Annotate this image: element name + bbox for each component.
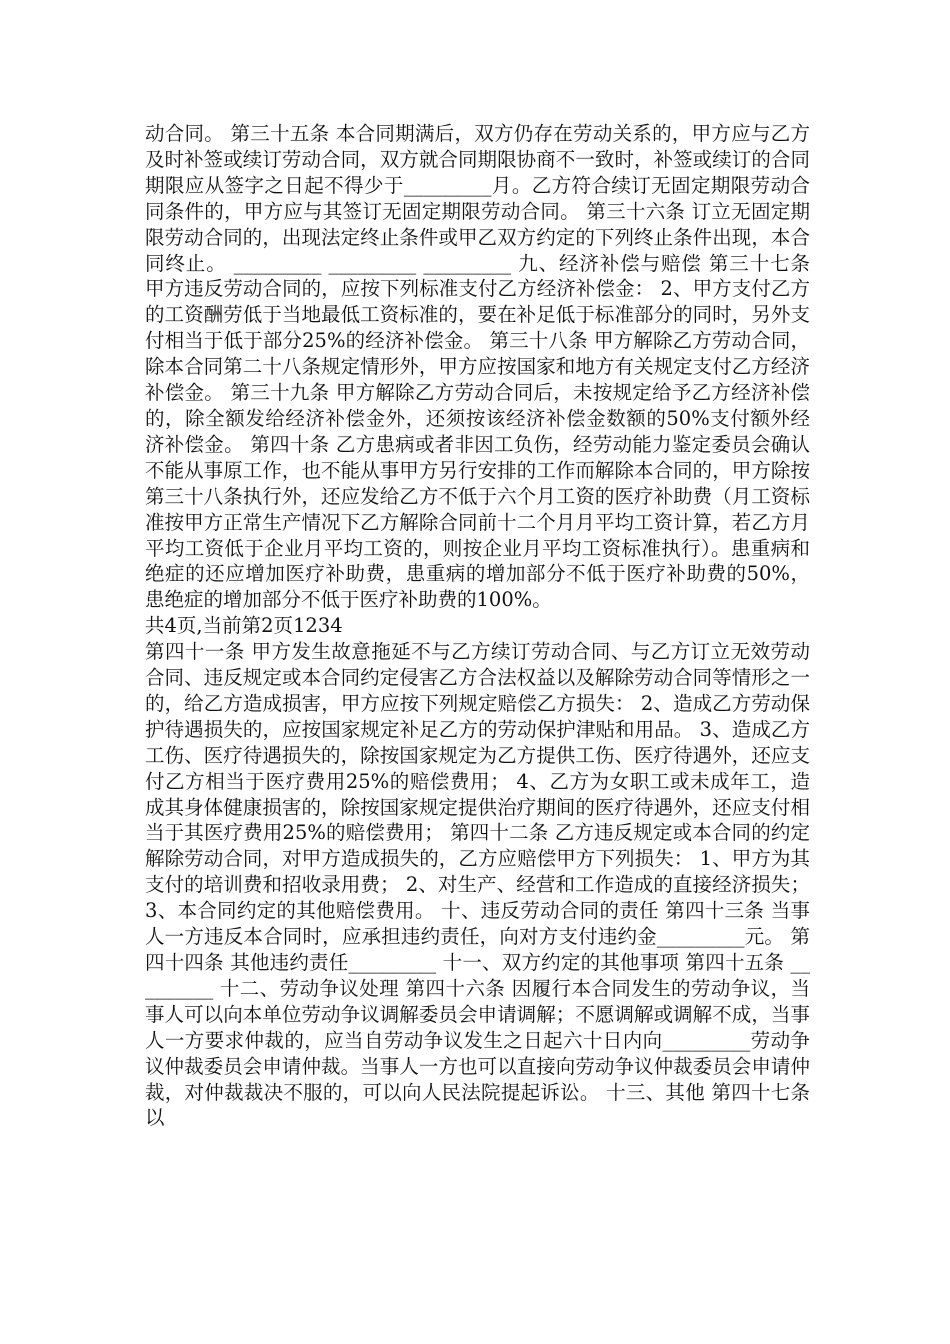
page-indicator: 共4页,当前第2页1234: [145, 614, 343, 638]
document-paragraph-2: 第四十一条 甲方发生故意拖延不与乙方续订劳动合同、与乙方订立无效劳动合同、违反规定或本合同约定侵害乙方合法权益以及解除劳动合同等情形之一的，给乙方造成损害，甲方应按下列规定赔偿乙方损失： 2、造成乙方劳动保护待遇损失的，应按国家规定补足乙方的劳动保护津贴和用品。 3、造成乙方工伤、医疗待遇损失的，除按国家规定为乙方提供工伤、医疗待遇外，还应支付乙方相当于医疗费用25%的赔偿费用； 4、乙方为女职工或未成年工，造成其身体健康损害的，除按国家规定提供治疗期间的医疗待遇外，还应支付相当于其医疗费用25%的赔偿费用； 第四十二条 乙方违反规定或本合同的约定解除劳动合同，对甲方造成损失的，乙方应赔偿甲方下列损失： 1、甲方为其支付的培训费和招收录用费； 2、对生产、经营和工作造成的直接经济损失； 3、本合同约定的其他赔偿费用。 十、违反劳动合同的责任 第四十三条 当事人一方违反本合同时，应承担违约责任，向对方支付违约金_________元。 第四十四条 其他违约责任_________ 十一、双方约定的其他事项 第四十五条 _________ 十二、劳动争议处理 第四十六条 因履行本合同发生的劳动争议，当事人可以向本单位劳动争议调解委员会申请调解；不愿调解或调解不成，当事人一方要求仲裁的，应当自劳动争议发生之日起六十日内向_________劳动争议仲裁委员会申请仲裁。当事人一方也可以直接向劳动争议仲裁委员会申请仲裁，对仲裁裁决不服的，可以向人民法院提起诉讼。 十三、其他 第四十七条 以: [145, 640, 817, 1130]
document-paragraph-1: 动合同。 第三十五条 本合同期满后，双方仍存在劳动关系的，甲方应与乙方及时补签或续订劳动合同，双方就合同期限协商不一致时，补签或续订的合同期限应从签字之日起不得少于_________月。乙方符合续订无固定期限劳动合同条件的，甲方应与其签订无固定期限劳动合同。 第三十六条 订立无固定期限劳动合同的，出现法定终止条件或甲乙双方约定的下列终止条件出现，本合同终止。 _________ _________ _________ 九、经济补偿与赔偿 第三十七条 甲方违反劳动合同的，应按下列标准支付乙方经济补偿金： 2、甲方支付乙方的工资酬劳低于当地最低工资标准的，要在补足低于标准部分的同时，另外支付相当于低于部分25%的经济补偿金。 第三十八条 甲方解除乙方劳动合同，除本合同第二十八条规定情形外，甲方应按国家和地方有关规定支付乙方经济补偿金。 第三十九条 甲方解除乙方劳动合同后，未按规定给予乙方经济补偿的，除全额发给经济补偿金外，还须按该经济补偿金数额的50%支付额外经济补偿金。 第四十条 乙方患病或者非因工负伤，经劳动能力鉴定委员会确认不能从事原工作，也不能从事甲方另行安排的工作而解除本合同的，甲方除按第三十八条执行外，还应发给乙方不低于六个月工资的医疗补助费（月工资标准按甲方正常生产情况下乙方解除合同前十二个月月平均工资计算，若乙方月平均工资低于企业月平均工资的，则按企业月平均工资标准执行）。患重病和绝症的还应增加医疗补助费，患重病的增加部分不低于医疗补助费的50%，患绝症的增加部分不低于医疗补助费的100%。: [145, 122, 817, 612]
document-page: [145, 121, 817, 1131]
